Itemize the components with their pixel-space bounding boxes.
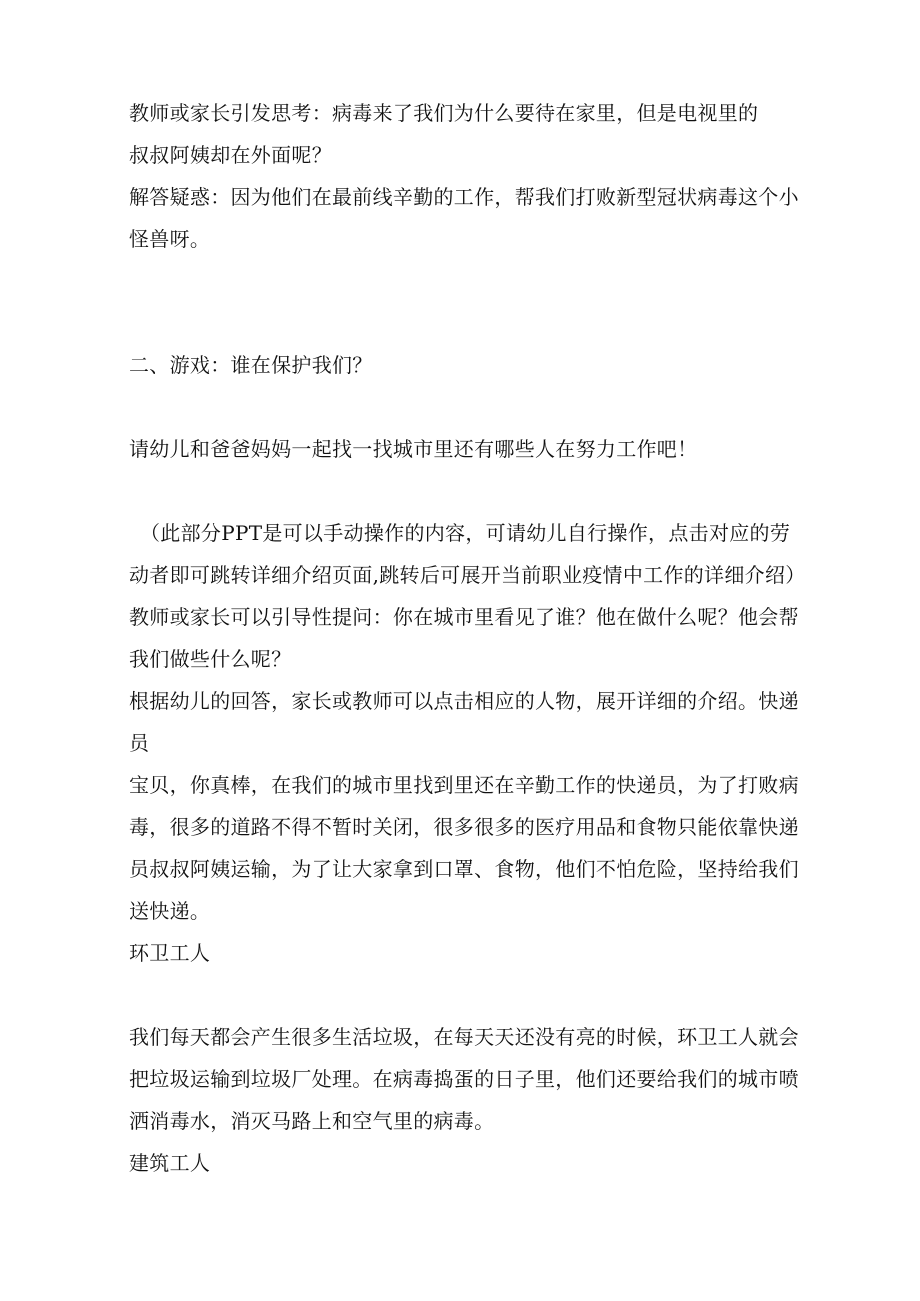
subheading-sanitation-workers: 环卫工人: [129, 941, 211, 965]
paragraph-line: 叔叔阿姨却在外面呢？: [129, 143, 332, 167]
paragraph-line: 毒，很多的道路不得不暂时关闭，很多很多的医疗用品和食物只能依靠快递: [129, 815, 799, 839]
paragraph-line: 送快递。: [129, 899, 211, 923]
paragraph-line: 解答疑惑：因为他们在最前线辛勤的工作，帮我们打败新型冠状病毒这个小: [129, 185, 799, 209]
paragraph-line: 教师或家长可以引导性提问：你在城市里看见了谁？他在做什么呢？他会帮: [129, 605, 799, 629]
paragraph-line: 员: [129, 731, 150, 755]
paragraph-line: 我们每天都会产生很多生活垃圾，在每天天还没有亮的时候，环卫工人就会: [129, 1025, 799, 1049]
paragraph-line: （此部分PPT是可以手动操作的内容，可请幼儿自行操作，点击对应的劳: [140, 521, 791, 545]
paragraph-line: 怪兽呀。: [129, 227, 211, 251]
paragraph-line: 洒消毒水，消灭马路上和空气里的病毒。: [129, 1109, 495, 1133]
paragraph-line: 宝贝，你真棒，在我们的城市里找到里还在辛勤工作的快递员，为了打败病: [129, 773, 799, 797]
paragraph-line: 根据幼儿的回答，家长或教师可以点击相应的人物，展开详细的介绍。快递: [129, 689, 799, 713]
paragraph-line: 请幼儿和爸爸妈妈一起找一找城市里还有哪些人在努力工作吧！: [129, 437, 698, 461]
paragraph-line: 把垃圾运输到垃圾厂处理。在病毒捣蛋的日子里，他们还要给我们的城市喷: [129, 1067, 799, 1091]
section-heading: 二、游戏：谁在保护我们？: [129, 353, 373, 377]
paragraph-line: 我们做些什么呢？: [129, 647, 292, 671]
paragraph-line: 教师或家长引发思考：病毒来了我们为什么要待在家里，但是电视里的: [129, 101, 759, 125]
subheading-construction-workers: 建筑工人: [129, 1151, 211, 1175]
paragraph-line: 动者即可跳转详细介绍页面,跳转后可展开当前职业疫情中工作的详细介绍）: [129, 563, 806, 587]
paragraph-line: 员叔叔阿姨运输，为了让大家拿到口罩、食物，他们不怕危险，坚持给我们: [129, 857, 799, 881]
